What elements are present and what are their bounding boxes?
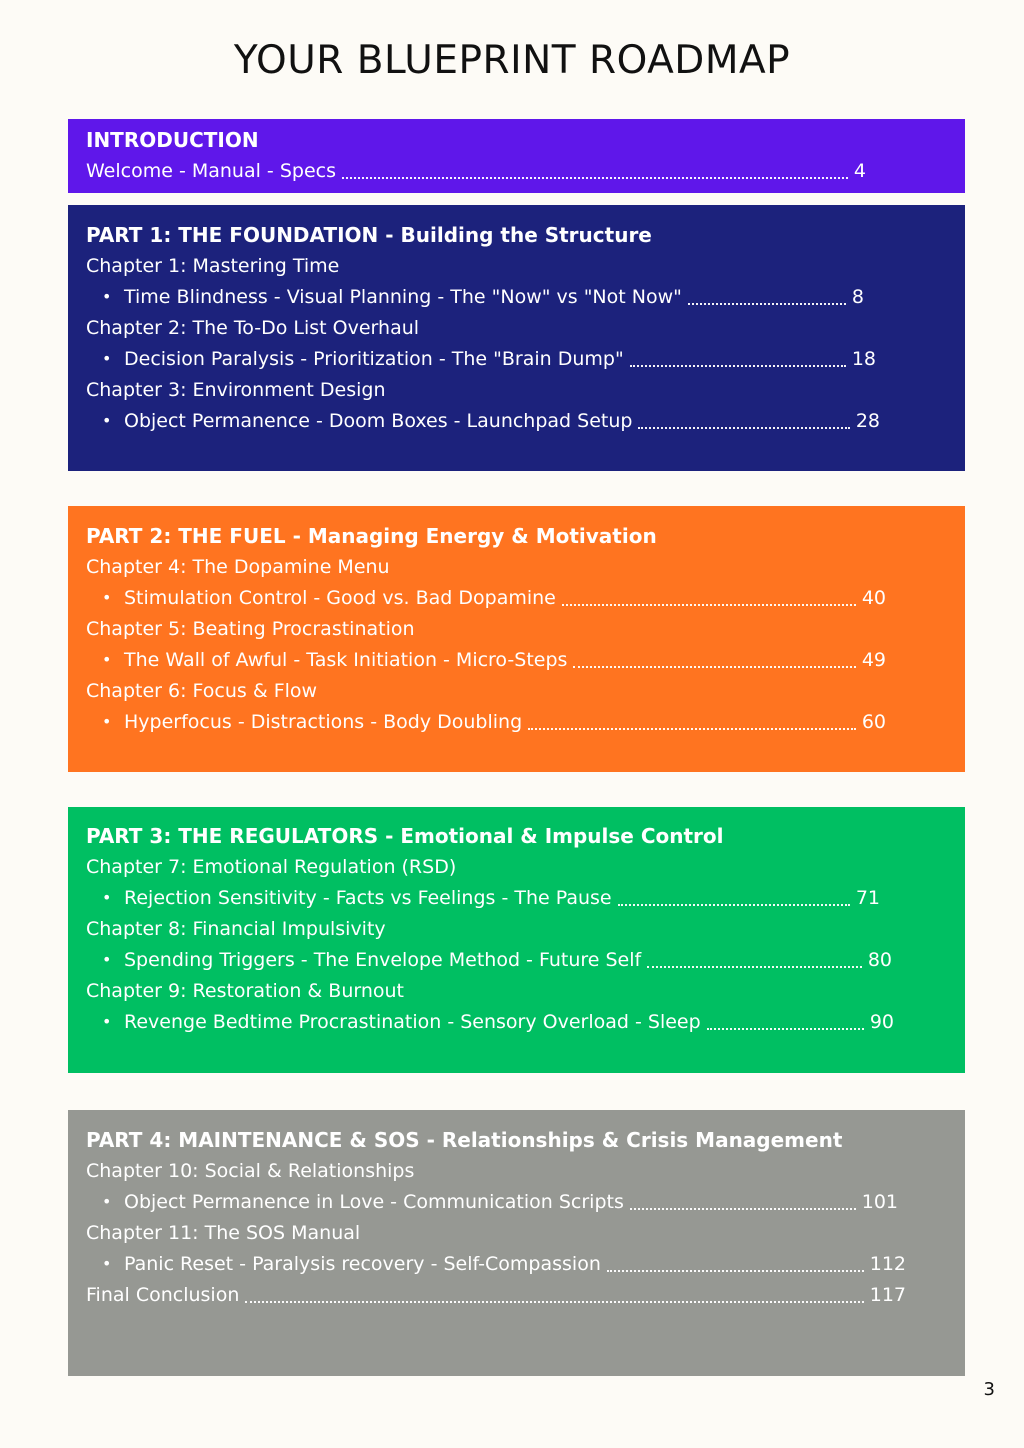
toc-page-number: 60 — [861, 711, 886, 733]
section-part-4 — [68, 1110, 965, 1376]
toc-entry-text: • Revenge Bedtime Procrastination - Sensory Overload - Sleep — [124, 1011, 701, 1033]
chapter-title[interactable]: Chapter 5: Beating Procrastination — [86, 618, 415, 640]
toc-entry[interactable] — [86, 156, 866, 186]
toc-page-number: 117 — [869, 1284, 906, 1306]
dot-leader — [607, 1270, 864, 1272]
dot-leader — [630, 1208, 856, 1210]
toc-entry-text: • Spending Triggers - The Envelope Method - Future Self — [124, 949, 642, 971]
chapter-title[interactable]: Chapter 3: Environment Design — [86, 379, 386, 401]
section-part-3 — [68, 807, 965, 1073]
toc-entry-text: • Object Permanence - Doom Boxes - Launchpad Setup — [124, 410, 633, 432]
toc-entry[interactable] — [124, 1007, 894, 1037]
section-introduction — [68, 119, 965, 193]
toc-entry-text: • Time Blindness - Visual Planning - The "Now" vs "Not Now" — [124, 286, 682, 308]
toc-page-number: 49 — [861, 649, 886, 671]
toc-entry-text: • Decision Paralysis - Prioritization - The "Brain Dump" — [124, 348, 624, 370]
dot-leader — [647, 966, 862, 968]
toc-entry[interactable] — [124, 707, 886, 737]
toc-entry[interactable] — [124, 945, 892, 975]
dot-leader — [707, 1028, 864, 1030]
toc-page-number: 8 — [851, 286, 864, 308]
toc-page-number: 112 — [869, 1253, 906, 1275]
section-heading: PART 2: THE FUEL - Managing Energy & Motivation — [86, 524, 657, 548]
dot-leader — [630, 365, 846, 367]
section-heading: PART 3: THE REGULATORS - Emotional & Impulse Control — [86, 824, 724, 848]
toc-entry-text: • Panic Reset - Paralysis recovery - Self-Compassion — [124, 1253, 601, 1275]
toc-page-number: 28 — [855, 410, 880, 432]
toc-page-number: 71 — [855, 887, 880, 909]
toc-entry-text: • Rejection Sensitivity - Facts vs Feelings - The Pause — [124, 887, 612, 909]
section-part-1 — [68, 205, 965, 471]
dot-leader — [342, 177, 848, 179]
toc-entry[interactable] — [124, 645, 886, 675]
page-number: 3 — [983, 1379, 995, 1400]
toc-entry[interactable] — [124, 583, 886, 613]
toc-entry[interactable] — [124, 1187, 898, 1217]
chapter-title[interactable]: Chapter 9: Restoration & Burnout — [86, 980, 404, 1002]
toc-entry-conclusion[interactable] — [86, 1280, 906, 1310]
dot-leader — [688, 303, 846, 305]
section-heading: PART 1: THE FOUNDATION - Building the Structure — [86, 223, 652, 247]
toc-entry-text: • Hyperfocus - Distractions - Body Doubling — [124, 711, 523, 733]
toc-page-number: 80 — [867, 949, 892, 971]
chapter-title[interactable]: Chapter 10: Social & Relationships — [86, 1160, 415, 1182]
chapter-title[interactable]: Chapter 2: The To-Do List Overhaul — [86, 317, 420, 339]
toc-entry[interactable] — [124, 883, 880, 913]
toc-page-number: 40 — [861, 587, 886, 609]
page-title: YOUR BLUEPRINT ROADMAP — [233, 38, 791, 83]
section-heading: PART 4: MAINTENANCE & SOS - Relationships & Crisis Management — [86, 1128, 843, 1152]
dot-leader — [245, 1301, 863, 1303]
dot-leader — [573, 666, 855, 668]
toc-entry[interactable] — [124, 344, 876, 374]
toc-entry-text: Final Conclusion — [86, 1284, 240, 1306]
toc-page-number: 18 — [851, 348, 876, 370]
chapter-title[interactable]: Chapter 8: Financial Impulsivity — [86, 918, 386, 940]
toc-page-number: 90 — [869, 1011, 894, 1033]
toc-entry-text: • Stimulation Control - Good vs. Bad Dopamine — [124, 587, 556, 609]
toc-entry-text: Welcome - Manual - Specs — [86, 160, 336, 182]
chapter-title[interactable]: Chapter 4: The Dopamine Menu — [86, 556, 390, 578]
section-heading: INTRODUCTION — [86, 128, 259, 152]
toc-entry-text: • Object Permanence in Love - Communication Scripts — [124, 1191, 624, 1213]
dot-leader — [638, 427, 849, 429]
dot-leader — [618, 904, 850, 906]
toc-entry[interactable] — [124, 406, 880, 436]
toc-page-number: 4 — [853, 160, 866, 182]
toc-page-number: 101 — [861, 1191, 898, 1213]
chapter-title[interactable]: Chapter 7: Emotional Regulation (RSD) — [86, 856, 457, 878]
chapter-title[interactable]: Chapter 1: Mastering Time — [86, 255, 340, 277]
dot-leader — [528, 728, 856, 730]
chapter-title[interactable]: Chapter 11: The SOS Manual — [86, 1222, 361, 1244]
dot-leader — [562, 604, 856, 606]
toc-entry[interactable] — [124, 282, 864, 312]
chapter-title[interactable]: Chapter 6: Focus & Flow — [86, 680, 318, 702]
section-part-2 — [68, 506, 965, 772]
toc-entry-text: • The Wall of Awful - Task Initiation - Micro-Steps — [124, 649, 568, 671]
toc-entry[interactable] — [124, 1249, 906, 1279]
